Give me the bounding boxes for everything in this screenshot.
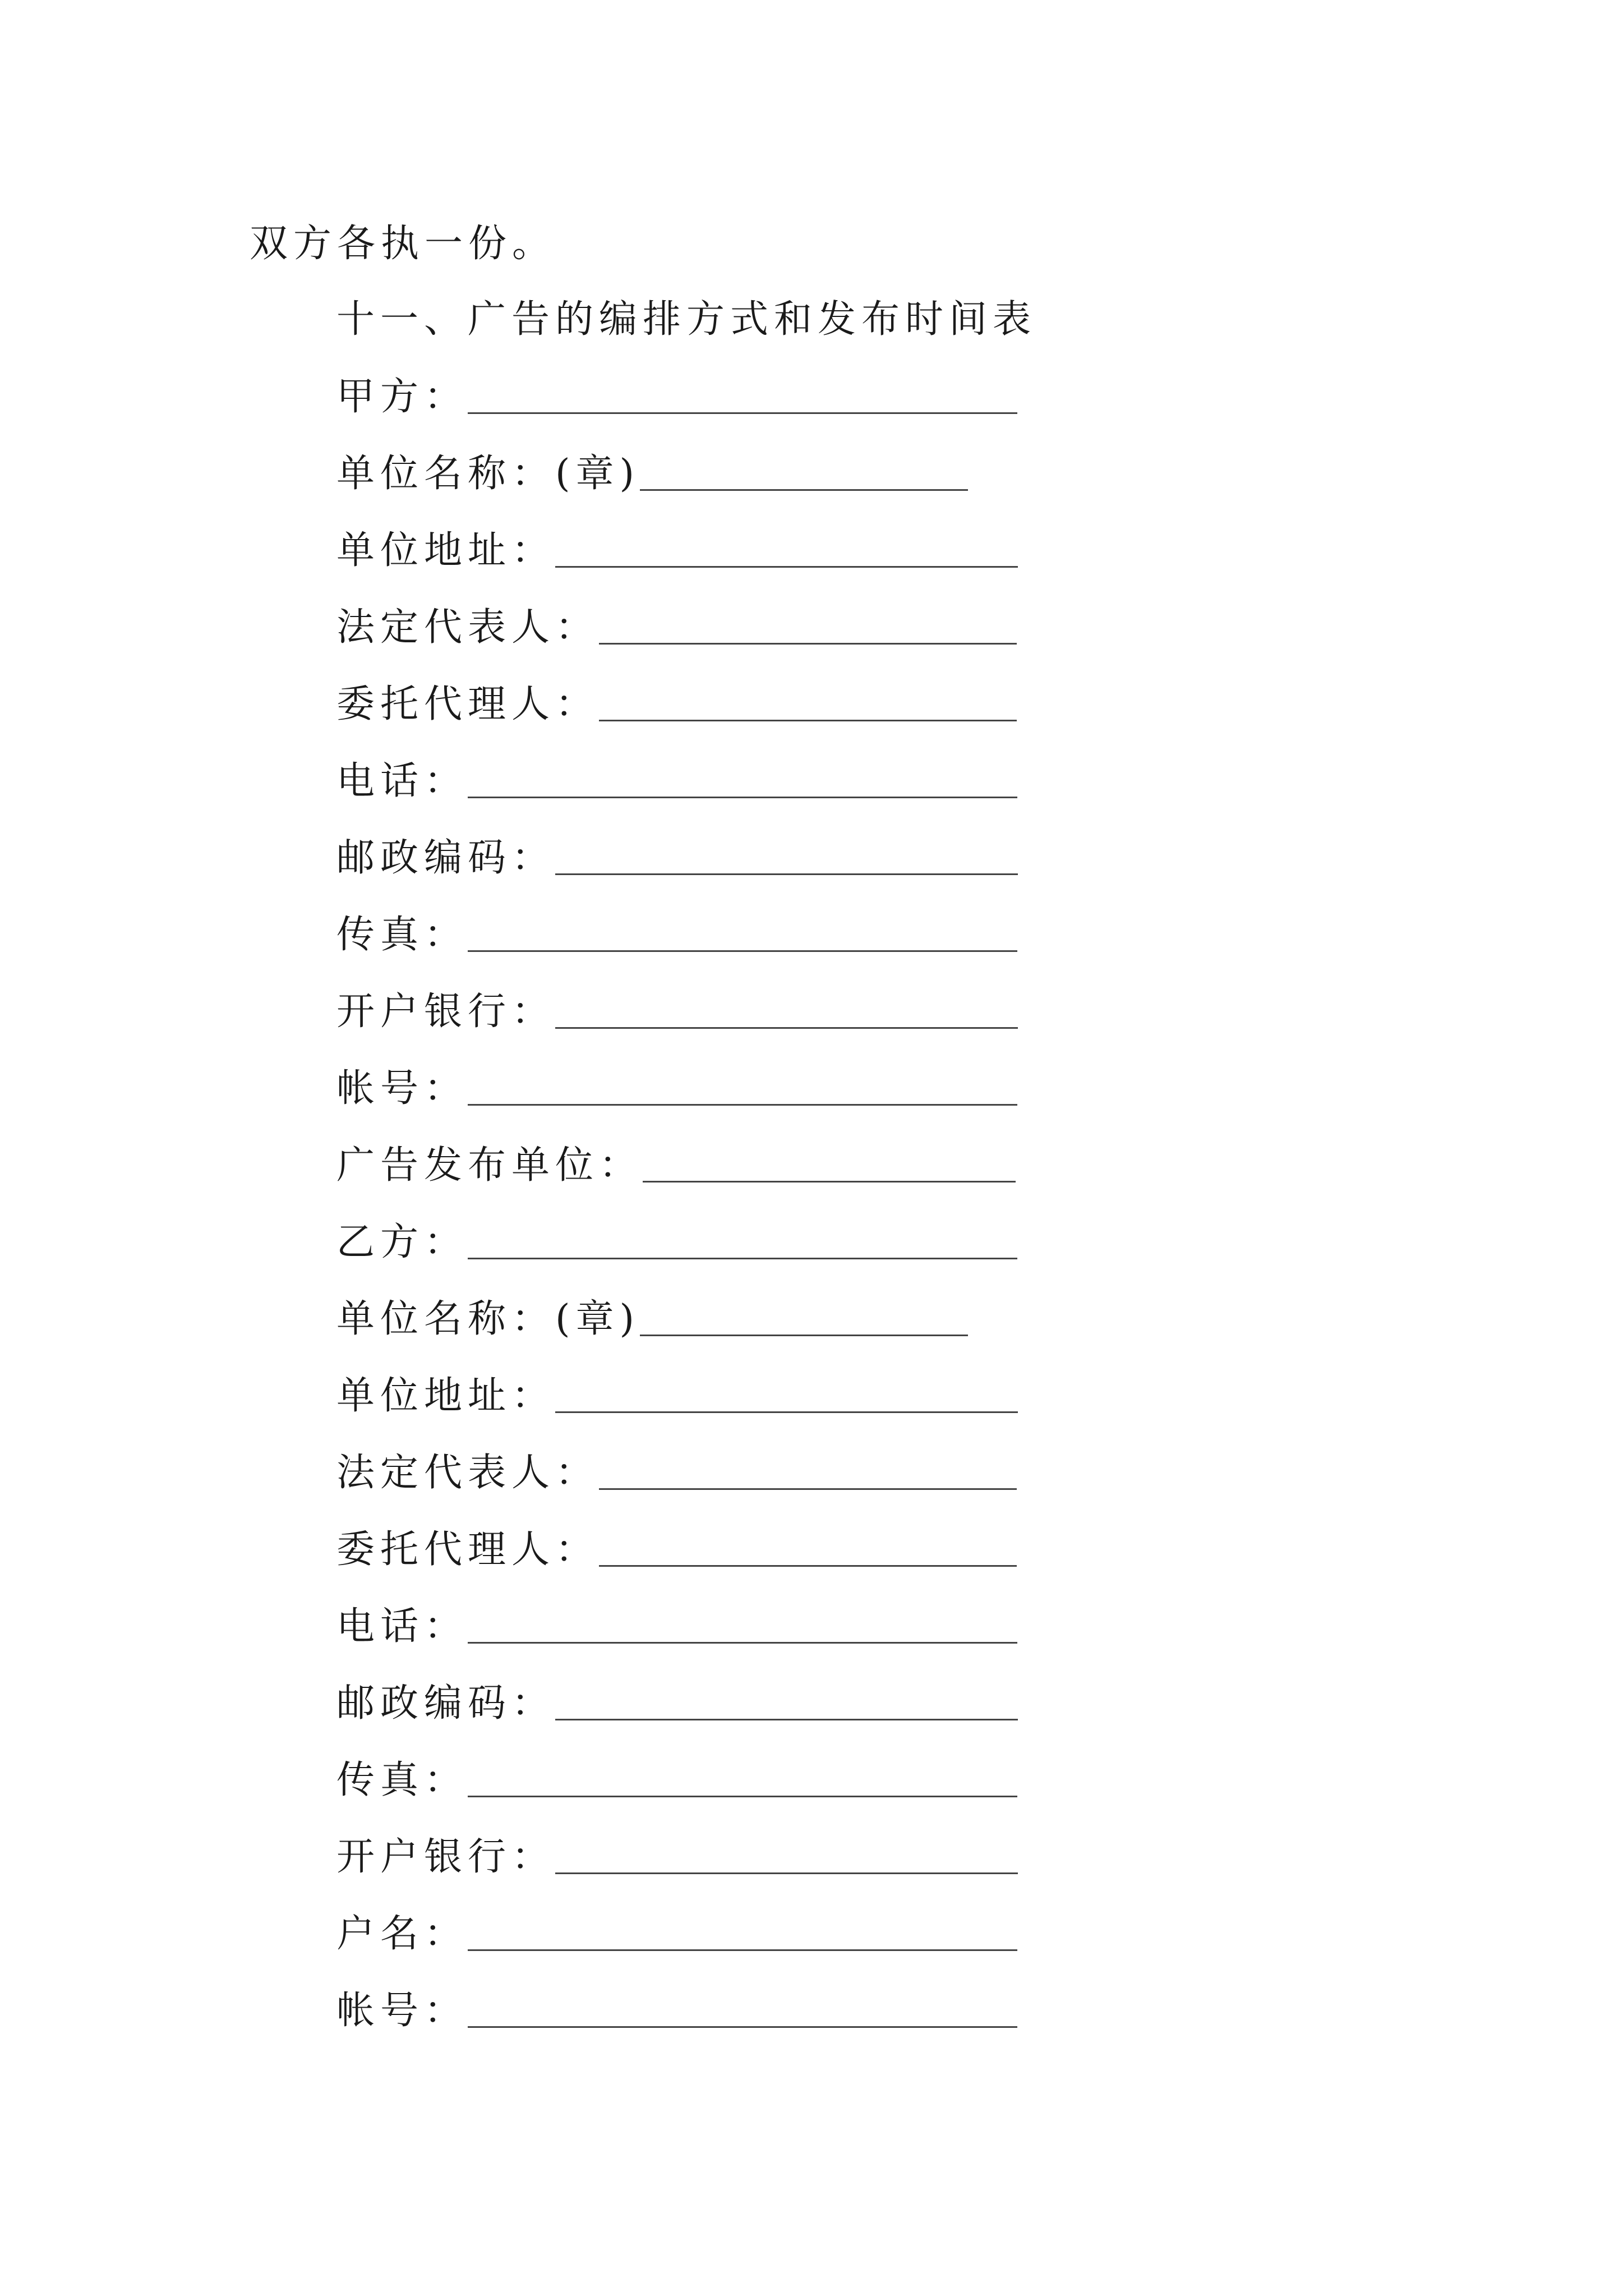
party-b-agent-label: 委托代理人： [336, 1527, 600, 1572]
party-a-title-blank[interactable] [468, 410, 1017, 414]
party-b-unit-name-row [336, 1286, 968, 1342]
party-a-bank-label: 开户银行： [336, 990, 556, 1034]
party-b-bank-row [336, 1824, 1018, 1880]
party-b-postcode-row [336, 1670, 1018, 1726]
party-b-phone-blank[interactable] [468, 1640, 1017, 1644]
party-a-address-row [336, 517, 1018, 573]
party-a-fax-row [336, 901, 1017, 958]
party-a-address-blank[interactable] [555, 564, 1018, 568]
section-heading [336, 286, 1036, 342]
party-a-account-label: 帐号： [336, 1066, 468, 1111]
party-a-publisher-row [336, 1132, 1016, 1188]
party-b-fax-label: 传真： [336, 1758, 468, 1802]
party-a-postcode-blank[interactable] [555, 871, 1018, 875]
party-b-postcode-blank[interactable] [555, 1717, 1018, 1720]
intro-line [250, 210, 556, 266]
party-a-fax-blank[interactable] [468, 948, 1017, 952]
party-b-account-label: 帐号： [336, 1989, 468, 2033]
party-b-bank-label: 开户银行： [336, 1835, 556, 1879]
party-a-postcode-row [336, 825, 1018, 881]
party-a-agent-label: 委托代理人： [336, 682, 600, 726]
party-a-address-label: 单位地址： [336, 528, 556, 573]
party-b-fax-blank[interactable] [468, 1793, 1017, 1797]
party-a-legal-rep-blank[interactable] [599, 641, 1017, 645]
party-a-legal-rep-row [336, 594, 1017, 650]
party-a-phone-blank[interactable] [468, 794, 1017, 798]
party-a-bank-row [336, 978, 1018, 1034]
party-a-publisher-blank[interactable] [643, 1179, 1016, 1182]
party-b-account-blank[interactable] [468, 2024, 1017, 2028]
party-a-postcode-label: 邮政编码： [336, 836, 556, 880]
party-b-postcode-label: 邮政编码： [336, 1681, 556, 1726]
party-b-title-label: 乙方： [336, 1220, 468, 1264]
party-b-title-row [336, 1209, 1017, 1265]
party-b-legal-rep-label: 法定代表人： [336, 1451, 600, 1495]
party-b-phone-row [336, 1593, 1017, 1649]
party-a-unit-name-blank[interactable] [640, 487, 968, 491]
intro-text: 双方各执一份。 [250, 222, 556, 266]
party-b-agent-row [336, 1516, 1017, 1572]
party-a-legal-rep-label: 法定代表人： [336, 605, 600, 650]
party-b-account-name-blank[interactable] [468, 1947, 1017, 1951]
party-a-unit-name-label: 单位名称：(章) [336, 452, 640, 496]
party-b-phone-label: 电话： [336, 1604, 468, 1649]
party-b-account-row [336, 1977, 1017, 2033]
party-a-title-row [336, 364, 1017, 420]
party-b-address-label: 单位地址： [336, 1374, 556, 1418]
party-b-unit-name-blank[interactable] [640, 1332, 968, 1336]
party-a-agent-blank[interactable] [599, 717, 1017, 721]
party-b-account-name-row [336, 1901, 1017, 1957]
section-heading-text: 十一、广告的编排方式和发布时间表 [336, 297, 1037, 342]
party-b-agent-blank[interactable] [599, 1563, 1017, 1567]
party-a-fax-label: 传真： [336, 913, 468, 957]
party-b-bank-blank[interactable] [555, 1870, 1018, 1874]
party-b-legal-rep-row [336, 1439, 1017, 1496]
party-a-account-blank[interactable] [468, 1102, 1017, 1106]
party-b-unit-name-label: 单位名称：(章) [336, 1297, 640, 1341]
party-a-phone-row [336, 748, 1017, 804]
party-a-account-row [336, 1055, 1017, 1111]
party-b-title-blank[interactable] [468, 1255, 1017, 1259]
party-a-publisher-label: 广告发布单位： [336, 1143, 643, 1188]
party-b-address-blank[interactable] [555, 1409, 1018, 1413]
party-a-bank-blank[interactable] [555, 1025, 1018, 1029]
party-b-account-name-label: 户名： [336, 1912, 468, 1956]
party-a-title-label: 甲方： [336, 375, 468, 419]
party-b-legal-rep-blank[interactable] [599, 1486, 1017, 1490]
party-a-unit-name-row [336, 440, 968, 496]
party-a-phone-label: 电话： [336, 759, 468, 803]
party-a-agent-row [336, 671, 1017, 727]
party-b-address-row [336, 1363, 1018, 1419]
party-b-fax-row [336, 1747, 1017, 1803]
